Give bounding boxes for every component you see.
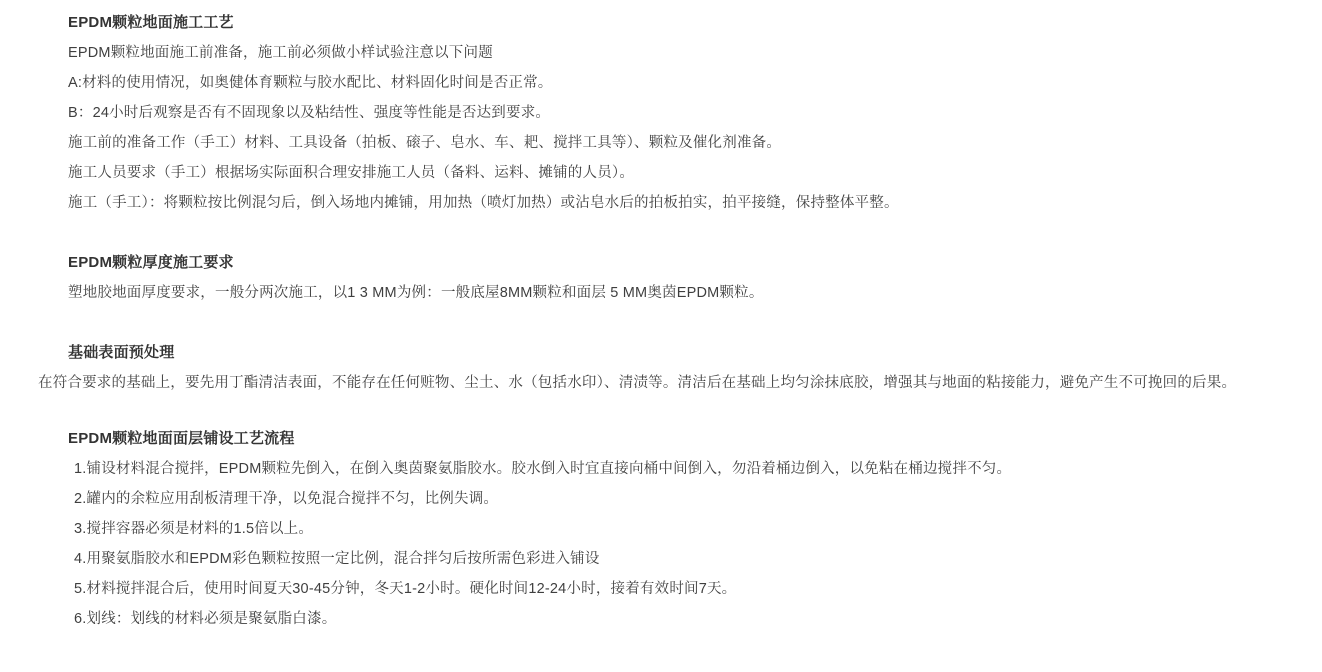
body-line: 5.材料搅拌混合后，使用时间夏天30-45分钟，冬天1-2小时。硬化时间12-24小时，接着有效时间7天。: [74, 581, 737, 597]
body-line: 2.罐内的余粒应用刮板清理干净，以免混合搅拌不匀，比例失调。: [74, 491, 499, 507]
body-line: B：24小时后观察是否有不固现象以及粘结性、强度等性能是否达到要求。: [68, 105, 551, 121]
section-spacer: [68, 218, 1292, 248]
body-paragraph: 在符合要求的基础上，要先用丁酯清洁表面，不能存在任何赃物、尘土、水（包括水印）、清渍等。清洁后在基础上均匀涂抹底胶，增强其与地面的粘接能力，避免产生不可挽回的后果。: [38, 375, 1237, 391]
body-line: 施工（手工）：将颗粒按比例混匀后，倒入场地内摊铺，用加热（喷灯加热）或沾皂水后的拍板拍实，拍平接缝，保持整体平整。: [68, 195, 899, 211]
section-spacer: [68, 308, 1292, 338]
section-heading: EPDM颗粒地面施工工艺: [68, 14, 234, 31]
section-heading: EPDM颗粒厚度施工要求: [68, 254, 234, 271]
body-line: EPDM颗粒地面施工前准备，施工前必须做小样试验注意以下问题: [68, 45, 493, 61]
section-construction-process: [68, 8, 1292, 218]
body-line: 施工人员要求（手工）根据场实际面积合理安排施工人员（备料、运料、摊铺的人员）。: [68, 165, 635, 181]
body-line: A:材料的使用情况，如奥健体育颗粒与胶水配比、材料固化时间是否正常。: [68, 75, 553, 91]
section-heading: EPDM颗粒地面面层铺设工艺流程: [68, 430, 295, 447]
section-heading: 基础表面预处理: [68, 344, 175, 361]
body-line: 4.用聚氨脂胶水和EPDM彩色颗粒按照一定比例，混合拌匀后按所需色彩进入铺设: [74, 551, 600, 567]
section-surface-paving-process: [68, 424, 1292, 634]
body-line: 6.划线：划线的材料必须是聚氨脂白漆。: [74, 611, 337, 627]
body-line: 塑地胶地面厚度要求，一般分两次施工，以1 3 MM为例：一般底屋8MM颗粒和面层 5 MM奥茵EPDM颗粒。: [68, 285, 764, 301]
body-line: 1.铺设材料混合搅拌，EPDM颗粒先倒入，在倒入奥茵聚氨脂胶水。胶水倒入时宜直接向桶中间倒入，勿沿着桶边倒入，以免粘在桶边搅拌不匀。: [74, 461, 1012, 477]
section-base-pretreatment: [38, 338, 1292, 398]
section-thickness-requirement: [68, 248, 1292, 308]
body-line: 3.搅拌容器必须是材料的1.5倍以上。: [74, 521, 314, 537]
section-spacer: [68, 398, 1292, 424]
body-line: 施工前的准备工作（手工）材料、工具设备（拍板、磙子、皂水、车、耙、搅拌工具等）、颗粒及催化剂准备。: [68, 135, 782, 151]
